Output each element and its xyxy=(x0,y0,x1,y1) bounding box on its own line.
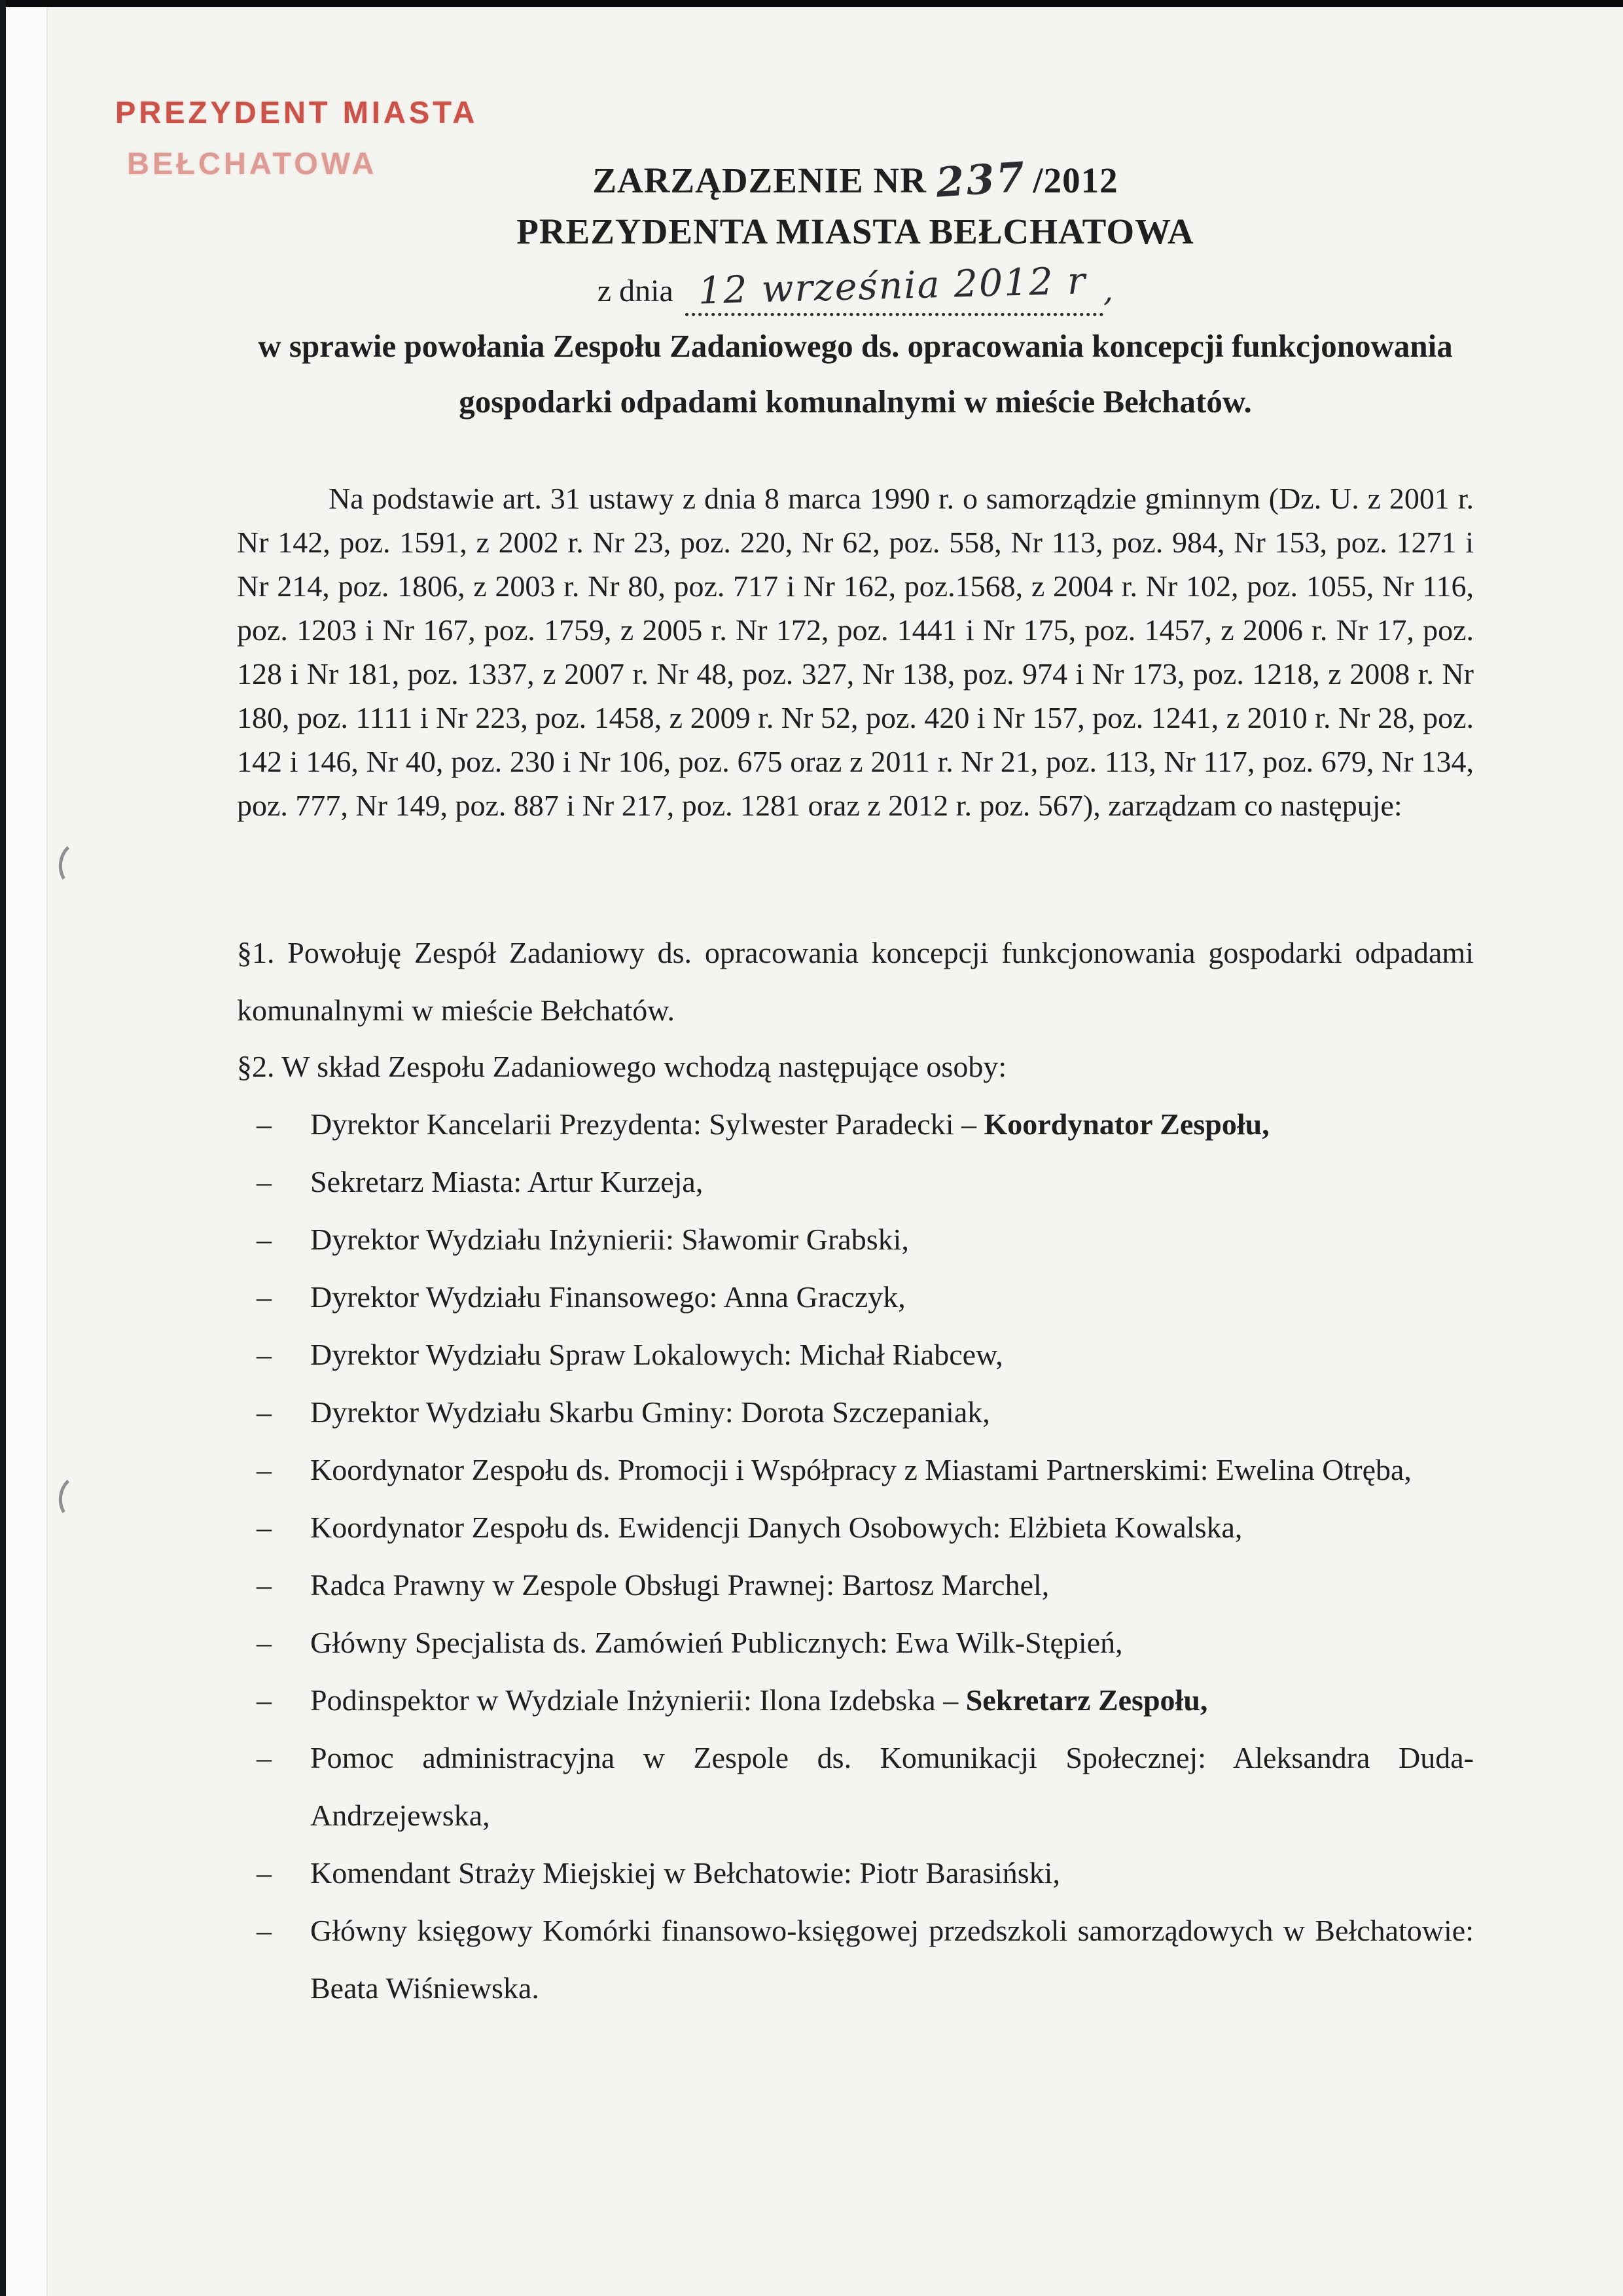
handwritten-ordinance-number: 237 xyxy=(934,152,1028,207)
member-role-bold: Koordynator Zespołu, xyxy=(984,1107,1270,1141)
date-prefix: z dnia xyxy=(597,274,673,308)
list-item xyxy=(237,1211,1474,1268)
list-item xyxy=(237,1672,1474,1729)
member-text: Koordynator Zespołu ds. Promocji i Współpracy z Miastami Partnerskimi: Ewelina Otręba, xyxy=(310,1453,1412,1486)
member-text: Dyrektor Wydziału Spraw Lokalowych: Michał Riabcew, xyxy=(310,1338,1003,1371)
dash-marker: – xyxy=(257,1568,272,1602)
member-role-bold: Sekretarz Zespołu, xyxy=(965,1683,1208,1717)
member-text: Główny Specjalista ds. Zamówień Publicznych: Ewa Wilk-Stępień, xyxy=(310,1626,1123,1659)
paper-fold-edge xyxy=(6,7,48,2296)
subject-line-1: w sprawie powołania Zespołu Zadaniowego ds. opracowania koncepcji funkcjonowania xyxy=(258,328,1453,364)
dash-marker: – xyxy=(257,1511,272,1544)
list-item xyxy=(237,1499,1474,1556)
stamp-line2: BEŁCHATOWA xyxy=(127,146,378,181)
date-line xyxy=(237,259,1474,316)
member-text: Dyrektor Kancelarii Prezydenta: Sylwester Paradecki – xyxy=(310,1107,984,1141)
title-suffix: /2012 xyxy=(1033,160,1118,200)
dash-marker: – xyxy=(257,1223,272,1256)
dash-marker: – xyxy=(257,1626,272,1659)
member-text: Sekretarz Miasta: Artur Kurzeja, xyxy=(310,1165,704,1198)
list-item xyxy=(237,1902,1474,2017)
dash-marker: – xyxy=(257,1741,272,1774)
task-team-member-list xyxy=(237,1096,1474,2017)
stamp-line1: PREZYDENT MIASTA xyxy=(115,95,478,130)
list-item xyxy=(237,1384,1474,1441)
list-item xyxy=(237,1729,1474,1844)
scan-artifact-arc xyxy=(56,839,98,889)
member-text: Pomoc administracyjna w Zespole ds. Komunikacji Społecznej: Aleksandra Duda-Andrzejewska, xyxy=(310,1741,1474,1832)
member-text: Dyrektor Wydziału Finansowego: Anna Graczyk, xyxy=(310,1280,906,1314)
list-item xyxy=(237,1153,1474,1211)
list-item xyxy=(237,1096,1474,1153)
legal-basis-paragraph: Na podstawie art. 31 ustawy z dnia 8 marca 1990 r. o samorządzie gminnym (Dz. U. z 2001 r. Nr 142, poz. 1591, z 2002 r. Nr 23, poz. 220, Nr 62, poz. 558, Nr 113, poz. 984, Nr 153, poz. 1271 i Nr 214, poz. 1806, z 2003 r. Nr 80, poz. 717 i Nr 162, poz.1568, z 2004 r. Nr 102, poz. 1055, Nr 116, poz. 1203 i Nr 167, poz. 1759, z 2005 r. Nr 172, poz. 1441 i Nr 175, poz. 1457, z 2006 r. Nr 17, poz. 128 i Nr 181, poz. 1337, z 2007 r. Nr 48, poz. 327, Nr 138, poz. 974 i Nr 173, poz. 1218, z 2008 r. Nr 180, poz. 1111 i Nr 223, poz. 1458, z 2009 r. Nr 52, poz. 420 i Nr 157, poz. 1241, z 2010 r. Nr 28, poz. 142 i 146, Nr 40, poz. 230 i Nr 106, poz. 675 oraz z 2011 r. Nr 21, poz. 113, Nr 117, poz. 679, Nr 134, poz. 777, Nr 149, poz. 887 i Nr 217, poz. 1281 oraz z 2012 r. poz. 567), zarządzam co następuje: xyxy=(237,482,1474,822)
member-text: Komendant Straży Miejskiej w Bełchatowie: Piotr Barasiński, xyxy=(310,1856,1060,1890)
document-subtitle: PREZYDENTA MIASTA BEŁCHATOWA xyxy=(516,211,1194,251)
list-item xyxy=(237,1556,1474,1614)
member-text: Podinspektor w Wydziale Inżynierii: Ilona Izdebska – xyxy=(310,1683,966,1717)
dash-marker: – xyxy=(257,1683,272,1717)
paragraph-1: §1. Powołuję Zespół Zadaniowy ds. opracowania koncepcji funkcjonowania gospodarki odpadami komunalnymi w mieście Bełchatów. xyxy=(237,936,1474,1027)
member-text: Dyrektor Wydziału Skarbu Gminy: Dorota Szczepaniak, xyxy=(310,1395,990,1429)
handwritten-date: 12 września 2012 r xyxy=(697,259,1087,313)
document-title xyxy=(237,152,1474,207)
dash-marker: – xyxy=(257,1395,272,1429)
dash-marker: – xyxy=(257,1856,272,1890)
dash-marker: – xyxy=(257,1453,272,1486)
list-item xyxy=(237,1268,1474,1326)
dash-marker: – xyxy=(257,1914,272,1947)
list-item xyxy=(237,1844,1474,1902)
dash-marker: – xyxy=(257,1338,272,1371)
scan-edge-top xyxy=(0,0,1623,7)
list-item xyxy=(237,1441,1474,1499)
member-text: Radca Prawny w Zespole Obsługi Prawnej: Bartosz Marchel, xyxy=(310,1568,1050,1602)
dash-marker: – xyxy=(257,1280,272,1314)
subject-line-2: gospodarki odpadami komunalnymi w mieście Bełchatów. xyxy=(459,384,1252,420)
list-item xyxy=(237,1326,1474,1384)
dash-marker: – xyxy=(257,1165,272,1198)
member-text: Główny księgowy Komórki finansowo-księgowej przedszkoli samorządowych w Bełchatowie: Beata Wiśniewska. xyxy=(310,1914,1474,2005)
paragraph-2-intro: §2. W skład Zespołu Zadaniowego wchodzą następujące osoby: xyxy=(237,1050,1007,1083)
title-prefix: ZARZĄDZENIE NR xyxy=(592,160,927,200)
member-text: Dyrektor Wydziału Inżynierii: Sławomir Grabski, xyxy=(310,1223,909,1256)
scan-artifact-arc xyxy=(56,1473,98,1523)
scan-edge-left xyxy=(0,0,6,2296)
dash-marker: – xyxy=(257,1107,272,1141)
date-comma: , xyxy=(1103,272,1114,309)
member-text: Koordynator Zespołu ds. Ewidencji Danych Osobowych: Elżbieta Kowalska, xyxy=(310,1511,1243,1544)
list-item xyxy=(237,1614,1474,1672)
date-dotted-line xyxy=(685,259,1103,316)
